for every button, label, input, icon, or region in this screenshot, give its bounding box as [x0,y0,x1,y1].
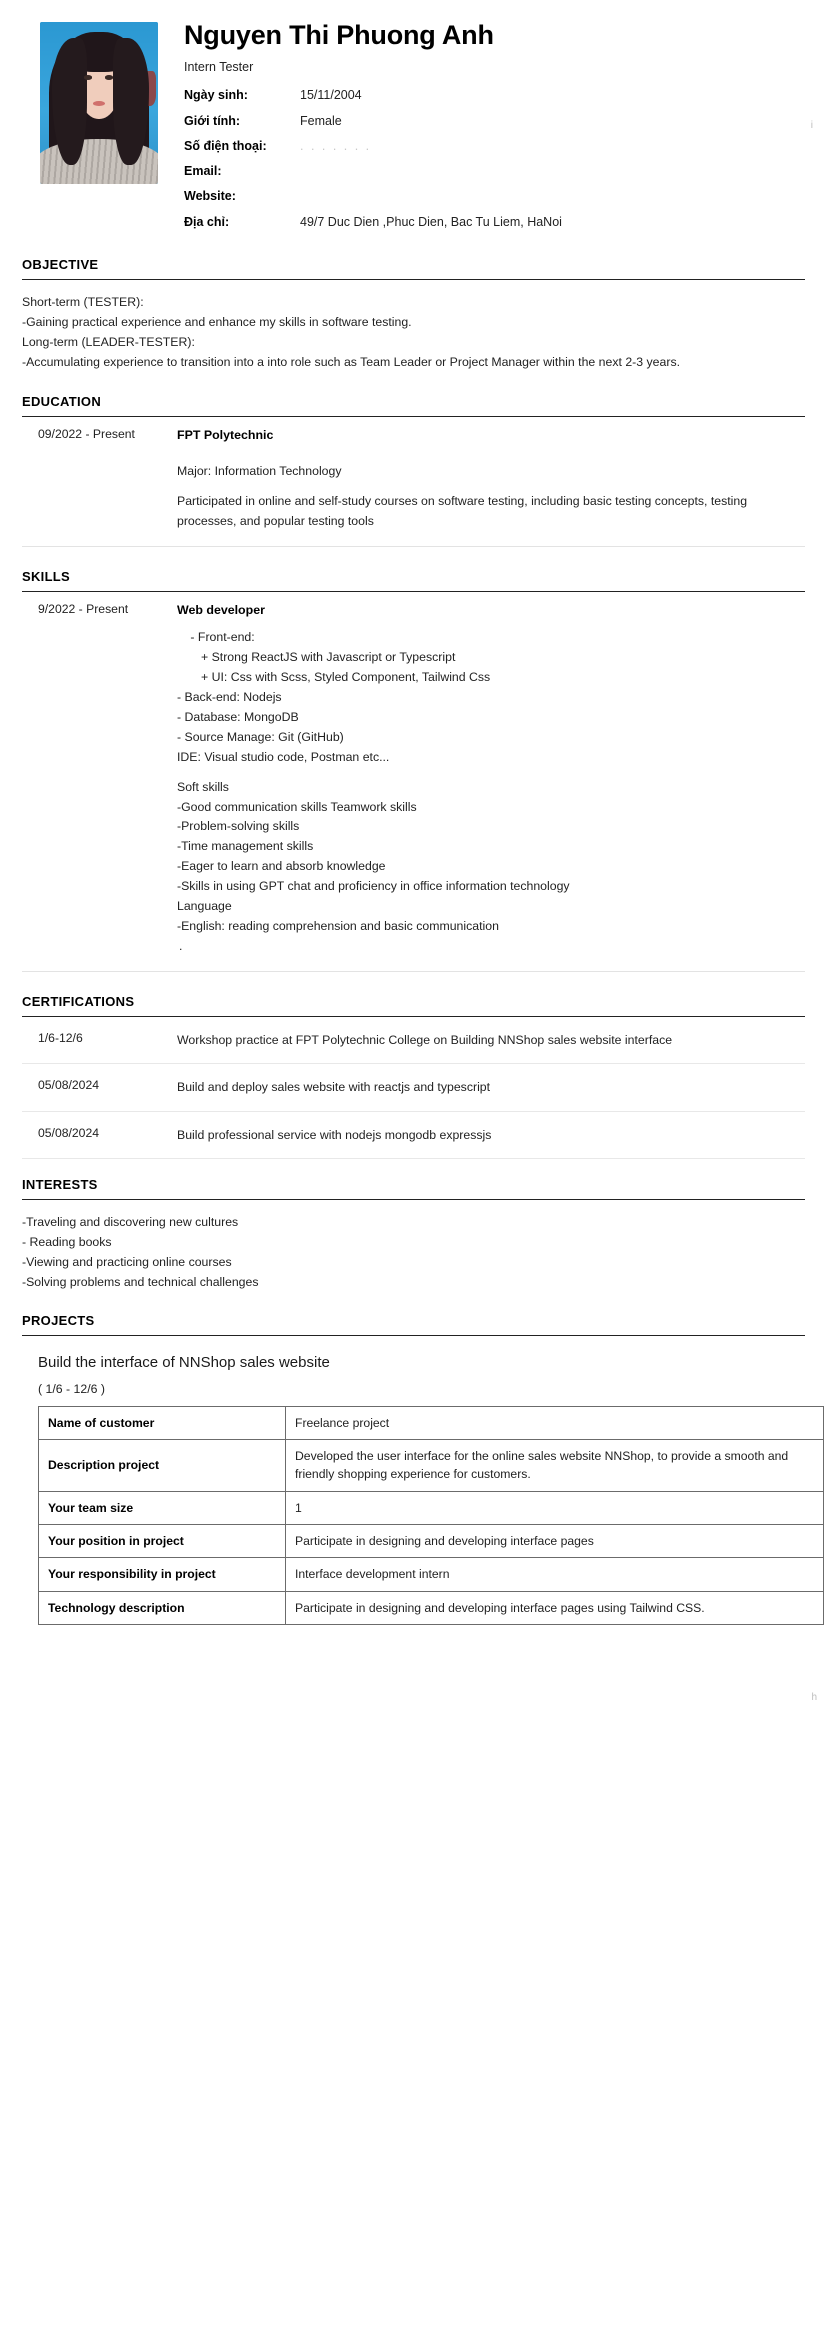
interests-body [22,1200,805,1293]
skill-line: - Front-end: [187,630,255,645]
section-projects [22,1313,805,1625]
project-field-value: Developed the user interface for the online sales website NNShop, to provide a smooth and friendly shopping experience for customers. [286,1440,824,1492]
certification-row [22,1112,805,1159]
info-row-email [184,159,805,184]
personal-info-table [184,83,805,235]
education-major: Major: Information Technology [177,463,342,478]
resume-header [22,14,805,235]
skill-line: - Back-end: Nodejs [177,690,282,705]
skill-line: + Strong ReactJS with Javascript or Typescript [201,650,456,665]
certification-text: Workshop practice at FPT Polytechnic College on Building NNShop sales website interface [177,1032,673,1047]
info-label-gender: Giới tính: [184,113,241,128]
objective-line: -Accumulating experience to transition into a into role such as Team Leader or Project Manager within the next 2-3 years. [22,354,681,369]
skills-date: 9/2022 - Present [38,602,129,617]
candidate-name: Nguyen Thi Phuong Anh [184,20,494,50]
info-value-gender: Female [300,113,342,128]
table-row [39,1440,824,1492]
soft-skill-line: -Eager to learn and absorb knowledge [177,859,386,874]
education-detail [177,425,805,532]
section-title-certifications: CERTIFICATIONS [22,994,805,1017]
candidate-job-title: Intern Tester [184,60,254,75]
project-name: Build the interface of NNShop sales website [38,1353,330,1371]
education-divider [22,546,805,547]
education-date: 09/2022 - Present [38,427,135,442]
project-field-value: Freelance project [286,1406,824,1439]
certification-date: 05/08/2024 [38,1078,99,1093]
info-row-address [184,210,805,235]
info-value-address: 49/7 Duc Dien ,Phuc Dien, Bac Tu Liem, HaNoi [300,214,562,229]
interest-line: -Viewing and practicing online courses [22,1254,232,1269]
soft-skill-line: -Good communication skills Teamwork skills [177,799,417,814]
skills-role: Web developer [177,603,265,618]
project-field-label: Description project [39,1440,286,1492]
education-description: Participated in online and self-study courses on software testing, including basic testing concepts, testing processes, and popular testing tools [177,494,748,529]
skill-line: - Database: MongoDB [177,709,299,724]
project-field-label: Name of customer [39,1406,286,1439]
table-row [39,1524,824,1557]
skills-soft-list [177,778,805,897]
skills-divider [22,971,805,972]
project-field-label: Technology description [39,1591,286,1624]
language-heading: Language [177,899,232,914]
objective-line: Short-term (TESTER): [22,294,144,309]
project-field-value: 1 [286,1491,824,1524]
project-details-table [38,1406,824,1625]
certification-date: 1/6-12/6 [38,1030,83,1045]
project-field-label: Your team size [39,1491,286,1524]
section-skills [22,569,805,972]
skills-technical-list [177,628,805,767]
photo-eye-left [84,75,92,79]
photo-container [40,18,158,184]
soft-skill-line: -Skills in using GPT chat and proficiency in office information technology [177,879,570,894]
certification-text: Build and deploy sales website with reactjs and typescript [177,1080,491,1095]
section-title-projects: PROJECTS [22,1313,805,1336]
info-row-phone [184,134,805,159]
skills-language-list [177,897,805,937]
photo-eye-right [105,75,113,79]
info-label-email: Email: [184,164,222,179]
info-label-address: Địa chỉ: [184,214,230,229]
table-row [39,1591,824,1624]
project-field-value: Participate in designing and developing interface pages [286,1524,824,1557]
certification-date: 05/08/2024 [38,1125,99,1140]
page-artifact-mark-bottom: h [811,1692,817,1703]
info-value-birthdate: 15/11/2004 [300,88,362,103]
skills-trailing-dot: . [179,938,183,953]
skill-line: + UI: Css with Scss, Styled Component, Tailwind Css [201,670,491,685]
interest-line: -Traveling and discovering new cultures [22,1215,239,1230]
soft-skill-line: -Problem-solving skills [177,819,300,834]
page-artifact-mark-top: i [810,120,813,131]
project-field-label: Your responsibility in project [39,1558,286,1591]
section-title-education: EDUCATION [22,394,805,417]
info-row-birthdate [184,83,805,108]
education-entry [22,417,805,546]
info-row-gender [184,109,805,134]
info-row-website [184,184,805,209]
project-field-value: Interface development intern [286,1558,824,1591]
section-interests [22,1177,805,1293]
certification-row [22,1017,805,1064]
info-label-birthdate: Ngày sinh: [184,88,248,103]
certification-row [22,1064,805,1111]
education-institution: FPT Polytechnic [177,428,274,443]
section-title-interests: INTERESTS [22,1177,805,1200]
skill-line: - Source Manage: Git (GitHub) [177,729,344,744]
candidate-photo [40,22,158,184]
table-row [39,1558,824,1591]
section-title-skills: SKILLS [22,569,805,592]
interest-line: - Reading books [22,1235,112,1250]
project-dates: ( 1/6 - 12/6 ) [38,1381,105,1396]
skill-line: IDE: Visual studio code, Postman etc... [177,749,390,764]
table-row [39,1406,824,1439]
skills-spacer [177,768,805,778]
info-label-phone: Số điện thoại: [184,138,267,153]
objective-line: Long-term (LEADER-TESTER): [22,334,195,349]
soft-skills-heading: Soft skills [177,779,229,794]
info-label-website: Website: [184,189,236,204]
interest-line: -Solving problems and technical challenges [22,1274,259,1289]
skills-entry [22,592,805,971]
project-field-label: Your position in project [39,1524,286,1557]
table-row [39,1491,824,1524]
objective-body [22,280,805,373]
objective-line: -Gaining practical experience and enhance my skills in software testing. [22,314,412,329]
project-field-value: Participate in designing and developing interface pages using Tailwind CSS. [286,1591,824,1624]
soft-skill-line: -Time management skills [177,839,314,854]
section-education [22,394,805,547]
section-objective [22,257,805,373]
section-title-objective: OBJECTIVE [22,257,805,280]
info-value-email [294,159,805,184]
skills-detail [177,600,805,957]
header-info [158,18,805,235]
language-line: -English: reading comprehension and basic communication [177,919,499,934]
certification-text: Build professional service with nodejs mongodb expressjs [177,1127,492,1142]
info-value-phone: . . . . . . . [300,138,372,153]
section-certifications [22,994,805,1159]
info-value-website [294,184,805,209]
photo-hair-left [52,38,87,164]
